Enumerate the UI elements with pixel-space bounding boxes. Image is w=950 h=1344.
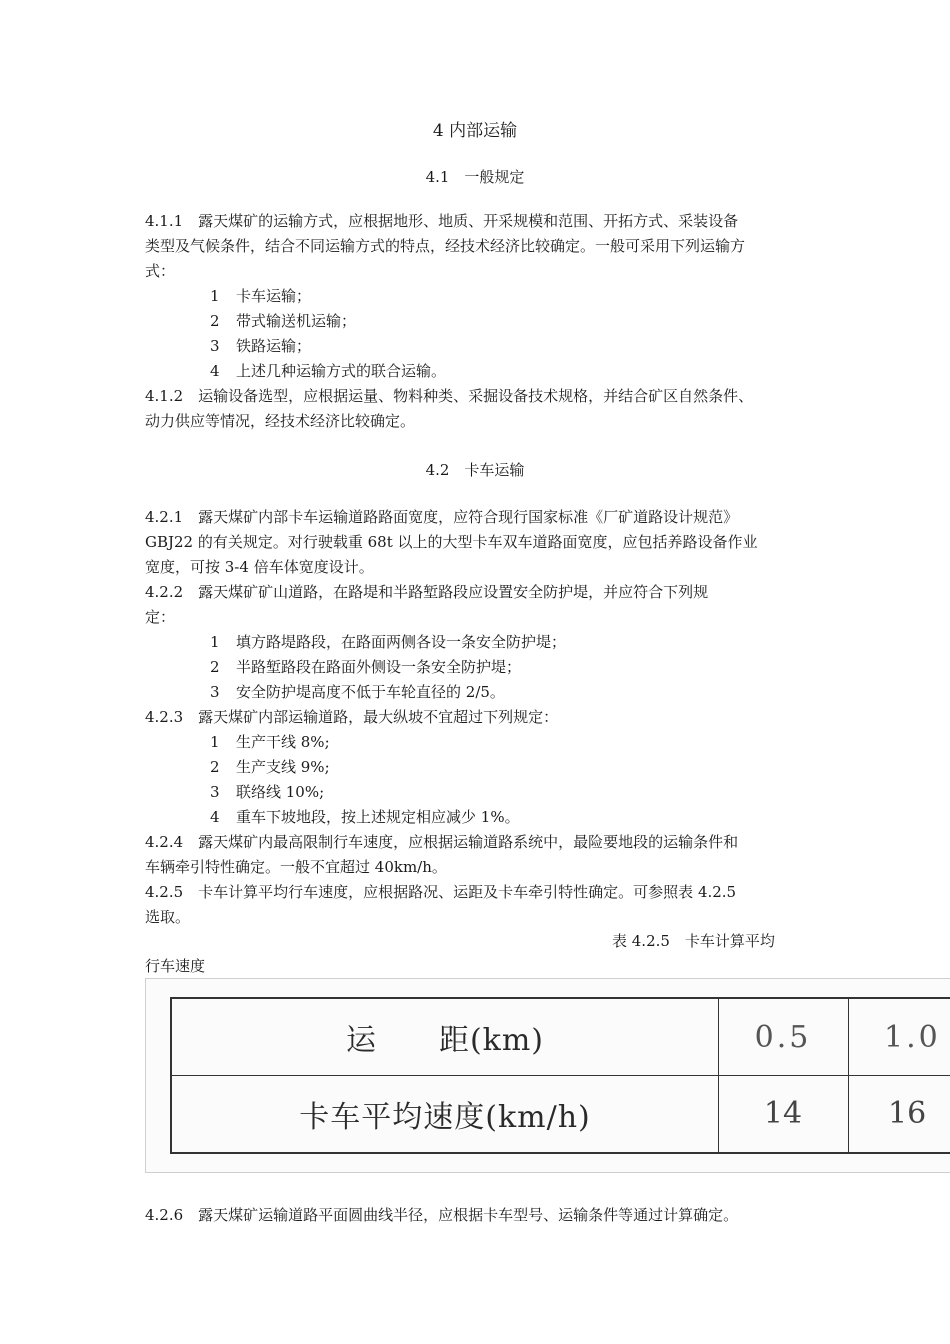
list-item-number: 3 [210,683,220,701]
table-caption-continued: 行车速度 [145,957,206,975]
clause-4-2-2-line-2: 定： [145,608,176,626]
list-item-text: 填方路堤路段，在路面两侧各设一条安全防护堤； [236,633,567,651]
list-item [210,286,311,306]
list-item [210,782,324,802]
list-item [210,361,446,381]
clause-4-1-1-line-3: 式： [145,262,176,280]
table-header-speed: 卡车平均速度(km/h) [299,1099,591,1135]
clause-4-2-6-line-1: 4.2.6 露天煤矿运输道路平面圆曲线半径，应根据卡车型号、运输条件等通过计算确定。 [145,1206,739,1224]
list-item-text: 生产支线 9%; [236,758,330,776]
list-item-text: 半路堑路段在路面外侧设一条安全防护堤； [236,658,522,676]
list-item [210,657,521,677]
list-item-text: 带式输送机运输； [236,312,357,330]
table-cell: 0.5 [754,1019,812,1055]
list-item-number: 1 [210,733,220,751]
list-item [210,732,330,752]
table-caption: 表 4.2.5 卡车计算平均 [612,932,775,950]
clause-4-1-1-line-1: 4.1.1 露天煤矿的运输方式，应根据地形、地质、开采规模和范围、开拓方式、采装设备 [145,212,739,230]
list-item-text: 联络线 10%; [236,783,325,801]
table-image-frame [145,978,950,1173]
clause-4-1-1-line-2: 类型及气候条件，结合不同运输方式的特点，经技术经济比较确定。一般可采用下列运输方 [145,237,746,255]
list-item-text: 生产干线 8%; [236,733,330,751]
list-item [210,807,520,827]
list-item-number: 4 [210,808,220,826]
section-title-4-2: 4.2 卡车运输 [425,461,525,479]
list-item-text: 安全防护堤高度不低于车轮直径的 2/5。 [236,683,505,701]
table-cell: 16 [888,1096,927,1131]
list-item-number: 1 [210,287,220,305]
clause-4-2-4-line-2: 车辆牵引特性确定。一般不宜超过 40km/h。 [145,858,447,876]
list-item-number: 1 [210,633,220,651]
list-item [210,336,311,356]
clause-4-2-5-line-2: 选取。 [145,908,191,926]
clause-4-2-1-line-2: GBJ22 的有关规定。对行驶载重 68t 以上的大型卡车双车道路面宽度，应包括养路设备作业 [145,533,758,551]
list-item-text: 上述几种运输方式的联合运输。 [236,362,447,380]
section-title-4-1: 4.1 一般规定 [425,168,525,186]
table-cell: 1.0 [884,1019,941,1055]
clause-4-2-1-line-3: 宽度，可按 3-4 倍车体宽度设计。 [145,558,374,576]
list-item-number: 3 [210,783,220,801]
list-item-text: 卡车运输； [236,287,312,305]
list-item-number: 2 [210,312,220,330]
list-item [210,632,566,652]
clause-4-1-2-line-2: 动力供应等情况，经技术经济比较确定。 [145,412,416,430]
table-header-distance: 运 距(km) [345,1023,545,1058]
table-cell: 14 [763,1096,803,1131]
list-item-number: 2 [210,758,220,776]
list-item-number: 3 [210,337,220,355]
list-item [210,757,330,777]
clause-4-2-4-line-1: 4.2.4 露天煤矿内最高限制行车速度，应根据运输道路系统中，最险要地段的运输条件和 [145,833,739,851]
clause-4-2-2-line-1: 4.2.2 露天煤矿矿山道路，在路堤和半路堑路段应设置安全防护堤，并应符合下列规 [145,583,709,601]
list-item-number: 2 [210,658,220,676]
list-item [210,311,356,331]
clause-4-2-1-line-1: 4.2.1 露天煤矿内部卡车运输道路路面宽度，应符合现行国家标准《厂矿道路设计规范》 [145,508,739,526]
clause-4-1-2-line-1: 4.1.2 运输设备选型，应根据运量、物料种类、采掘设备技术规格，并结合矿区自然条件、 [145,387,754,405]
list-item-text: 铁路运输； [236,337,312,355]
clause-4-2-5-line-1: 4.2.5 卡车计算平均行车速度，应根据路况、运距及卡车牵引特性确定。可参照表 4.2.5 [145,883,737,901]
speed-table [170,997,950,1154]
chapter-heading: 4 内部运输 [432,121,518,141]
list-item-text: 重车下坡地段，按上述规定相应减少 1%。 [236,808,520,826]
list-item-number: 4 [210,362,220,380]
list-item [210,682,505,702]
clause-4-2-3-line-1: 4.2.3 露天煤矿内部运输道路，最大纵坡不宜超过下列规定： [145,708,559,726]
